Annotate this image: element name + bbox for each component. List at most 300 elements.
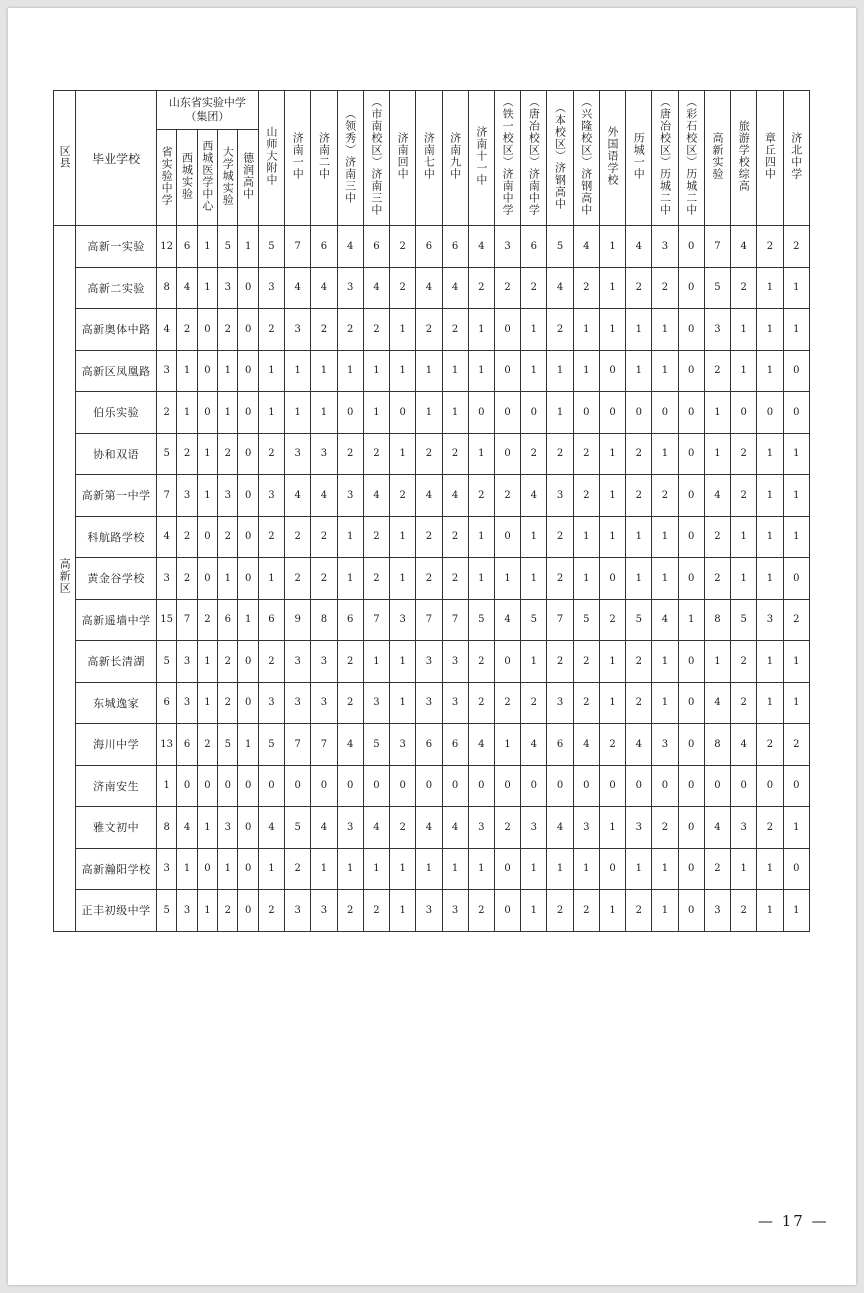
quota-cell: 0 bbox=[704, 765, 730, 807]
quota-cell: 0 bbox=[197, 765, 217, 807]
quota-cell: 1 bbox=[757, 682, 783, 724]
quota-cell: 0 bbox=[363, 765, 389, 807]
quota-cell: 1 bbox=[363, 350, 389, 392]
quota-cell: 2 bbox=[442, 433, 468, 475]
quota-cell: 1 bbox=[390, 848, 416, 890]
table-row bbox=[54, 848, 810, 890]
table-row bbox=[54, 516, 810, 558]
quota-cell: 6 bbox=[442, 724, 468, 766]
quota-cell: 3 bbox=[311, 682, 337, 724]
quota-cell: 1 bbox=[599, 433, 625, 475]
quota-cell: 1 bbox=[599, 226, 625, 268]
school-name: 正丰初级中学 bbox=[76, 890, 157, 932]
column-header-label: 高新实验 bbox=[710, 132, 724, 180]
quota-cell: 4 bbox=[547, 267, 573, 309]
quota-cell: 0 bbox=[599, 848, 625, 890]
quota-cell: 2 bbox=[573, 433, 599, 475]
quota-cell: 1 bbox=[238, 226, 258, 268]
quota-cell: 0 bbox=[599, 558, 625, 600]
quota-cell: 0 bbox=[521, 392, 547, 434]
table-row bbox=[54, 558, 810, 600]
quota-cell: 2 bbox=[652, 267, 678, 309]
quota-cell: 6 bbox=[258, 599, 284, 641]
quota-cell: 2 bbox=[311, 309, 337, 351]
quota-cell: 2 bbox=[218, 309, 238, 351]
quota-cell: 2 bbox=[218, 516, 238, 558]
quota-cell: 2 bbox=[337, 682, 363, 724]
quota-cell: 2 bbox=[177, 558, 197, 600]
quota-cell: 1 bbox=[177, 848, 197, 890]
quota-cell: 0 bbox=[678, 558, 704, 600]
quota-cell: 1 bbox=[704, 641, 730, 683]
school-name: 黄金谷学校 bbox=[76, 558, 157, 600]
quota-cell: 3 bbox=[416, 641, 442, 683]
quota-cell: 1 bbox=[783, 807, 809, 849]
quota-cell: 4 bbox=[285, 267, 311, 309]
quota-cell: 5 bbox=[285, 807, 311, 849]
quota-cell: 1 bbox=[197, 475, 217, 517]
quota-cell: 0 bbox=[573, 392, 599, 434]
quota-cell: 2 bbox=[573, 682, 599, 724]
column-header-10 bbox=[363, 91, 389, 226]
column-header-18 bbox=[573, 91, 599, 226]
column-header-6 bbox=[258, 91, 284, 226]
quota-cell: 0 bbox=[678, 724, 704, 766]
column-header-25 bbox=[757, 91, 783, 226]
quota-cell: 0 bbox=[285, 765, 311, 807]
quota-cell: 3 bbox=[468, 807, 494, 849]
quota-cell: 0 bbox=[238, 392, 258, 434]
quota-cell: 2 bbox=[177, 309, 197, 351]
quota-cell: 1 bbox=[547, 392, 573, 434]
column-header-label: 历城一中 bbox=[632, 132, 646, 180]
quota-cell: 6 bbox=[416, 226, 442, 268]
quota-cell: 4 bbox=[626, 226, 652, 268]
quota-cell: 0 bbox=[678, 516, 704, 558]
quota-cell: 4 bbox=[311, 267, 337, 309]
column-header-label: 章丘四中 bbox=[763, 132, 777, 180]
quota-cell: 2 bbox=[468, 267, 494, 309]
quota-cell: 2 bbox=[783, 599, 809, 641]
column-header-label: 济南七中 bbox=[422, 132, 436, 180]
quota-cell: 1 bbox=[363, 641, 389, 683]
column-header-label: 外国语学校 bbox=[606, 126, 620, 186]
school-name: 高新瀚阳学校 bbox=[76, 848, 157, 890]
column-header-label: （彩石校区）历城二中 bbox=[684, 96, 698, 216]
quota-cell: 4 bbox=[704, 475, 730, 517]
quota-cell: 1 bbox=[704, 433, 730, 475]
quota-cell: 0 bbox=[678, 682, 704, 724]
quota-cell: 2 bbox=[258, 641, 284, 683]
table-row bbox=[54, 765, 810, 807]
quota-cell: 1 bbox=[521, 890, 547, 932]
quota-cell: 0 bbox=[238, 682, 258, 724]
quota-cell: 1 bbox=[258, 848, 284, 890]
quota-cell: 2 bbox=[218, 682, 238, 724]
group-column-header-1 bbox=[156, 130, 176, 226]
quota-cell: 1 bbox=[218, 848, 238, 890]
school-name: 高新遥墙中学 bbox=[76, 599, 157, 641]
quota-cell: 0 bbox=[547, 765, 573, 807]
column-header-23 bbox=[704, 91, 730, 226]
quota-cell: 2 bbox=[258, 890, 284, 932]
quota-cell: 3 bbox=[285, 309, 311, 351]
quota-cell: 4 bbox=[521, 724, 547, 766]
quota-cell: 3 bbox=[416, 682, 442, 724]
quota-cell: 4 bbox=[363, 807, 389, 849]
quota-cell: 1 bbox=[390, 433, 416, 475]
quota-cell: 2 bbox=[626, 475, 652, 517]
quota-cell: 1 bbox=[626, 558, 652, 600]
quota-cell: 1 bbox=[416, 392, 442, 434]
quota-cell: 1 bbox=[468, 558, 494, 600]
quota-cell: 0 bbox=[599, 350, 625, 392]
group-column-header-3 bbox=[197, 130, 217, 226]
quota-cell: 1 bbox=[783, 890, 809, 932]
quota-cell: 0 bbox=[197, 848, 217, 890]
quota-cell: 1 bbox=[390, 641, 416, 683]
quota-cell: 1 bbox=[599, 475, 625, 517]
quota-cell: 6 bbox=[521, 226, 547, 268]
quota-cell: 1 bbox=[468, 433, 494, 475]
quota-cell: 0 bbox=[678, 392, 704, 434]
quota-cell: 3 bbox=[311, 890, 337, 932]
quota-cell: 1 bbox=[337, 350, 363, 392]
quota-cell: 2 bbox=[652, 475, 678, 517]
table-row bbox=[54, 890, 810, 932]
column-header-label: 山师大附中 bbox=[264, 126, 278, 186]
quota-cell: 0 bbox=[494, 350, 520, 392]
table-row bbox=[54, 641, 810, 683]
quota-cell: 3 bbox=[626, 807, 652, 849]
quota-cell: 5 bbox=[573, 599, 599, 641]
quota-cell: 3 bbox=[442, 890, 468, 932]
quota-cell: 2 bbox=[311, 558, 337, 600]
quota-cell: 2 bbox=[626, 641, 652, 683]
header-row-top bbox=[54, 91, 810, 130]
quota-cell: 2 bbox=[494, 807, 520, 849]
quota-cell: 0 bbox=[494, 309, 520, 351]
quota-cell: 2 bbox=[573, 475, 599, 517]
school-name: 高新一实验 bbox=[76, 226, 157, 268]
quota-cell: 2 bbox=[218, 433, 238, 475]
quota-cell: 1 bbox=[311, 350, 337, 392]
quota-cell: 0 bbox=[238, 765, 258, 807]
quota-cell: 5 bbox=[156, 641, 176, 683]
quota-cell: 0 bbox=[177, 765, 197, 807]
quota-cell: 9 bbox=[285, 599, 311, 641]
quota-cell: 8 bbox=[156, 807, 176, 849]
quota-cell: 4 bbox=[521, 475, 547, 517]
quota-cell: 0 bbox=[678, 350, 704, 392]
quota-cell: 0 bbox=[783, 350, 809, 392]
quota-cell: 0 bbox=[678, 475, 704, 517]
quota-cell: 2 bbox=[337, 309, 363, 351]
quota-cell: 2 bbox=[626, 890, 652, 932]
quota-cell: 1 bbox=[337, 848, 363, 890]
quota-cell: 0 bbox=[238, 641, 258, 683]
quota-cell: 0 bbox=[197, 309, 217, 351]
school-name: 高新二实验 bbox=[76, 267, 157, 309]
quota-cell: 1 bbox=[442, 848, 468, 890]
quota-cell: 0 bbox=[238, 309, 258, 351]
quota-cell: 4 bbox=[363, 267, 389, 309]
quota-cell: 2 bbox=[442, 516, 468, 558]
quota-cell: 2 bbox=[416, 558, 442, 600]
document-page bbox=[8, 8, 856, 1285]
quota-cell: 0 bbox=[197, 350, 217, 392]
quota-cell: 1 bbox=[626, 350, 652, 392]
quota-cell: 3 bbox=[390, 599, 416, 641]
quota-cell: 1 bbox=[757, 890, 783, 932]
quota-cell: 4 bbox=[363, 475, 389, 517]
quota-cell: 6 bbox=[156, 682, 176, 724]
quota-cell: 2 bbox=[731, 682, 757, 724]
column-header-label: （领秀）济南三中 bbox=[343, 108, 357, 204]
quota-cell: 3 bbox=[390, 724, 416, 766]
quota-cell: 2 bbox=[757, 807, 783, 849]
quota-cell: 0 bbox=[238, 807, 258, 849]
quota-cell: 8 bbox=[311, 599, 337, 641]
column-header-label: （唐冶校区）历城二中 bbox=[658, 96, 672, 216]
quota-cell: 2 bbox=[218, 890, 238, 932]
table-row bbox=[54, 599, 810, 641]
quota-cell: 2 bbox=[731, 267, 757, 309]
quota-cell: 4 bbox=[652, 599, 678, 641]
column-header-label: 济南二中 bbox=[317, 132, 331, 180]
quota-cell: 3 bbox=[416, 890, 442, 932]
column-header-22 bbox=[678, 91, 704, 226]
column-header-21 bbox=[652, 91, 678, 226]
quota-cell: 3 bbox=[442, 682, 468, 724]
quota-cell: 1 bbox=[258, 392, 284, 434]
quota-cell: 5 bbox=[258, 724, 284, 766]
quota-cell: 1 bbox=[757, 350, 783, 392]
quota-cell: 2 bbox=[468, 682, 494, 724]
quota-cell: 2 bbox=[390, 807, 416, 849]
quota-cell: 4 bbox=[731, 226, 757, 268]
quota-cell: 1 bbox=[197, 890, 217, 932]
quota-cell: 1 bbox=[442, 392, 468, 434]
quota-cell: 0 bbox=[494, 641, 520, 683]
quota-cell: 2 bbox=[390, 267, 416, 309]
quota-cell: 2 bbox=[416, 309, 442, 351]
quota-cell: 1 bbox=[783, 516, 809, 558]
quota-cell: 5 bbox=[468, 599, 494, 641]
quota-cell: 2 bbox=[442, 309, 468, 351]
column-header-label: （铁一校区）济南中学 bbox=[501, 96, 515, 216]
quota-cell: 3 bbox=[258, 475, 284, 517]
quota-cell: 2 bbox=[573, 890, 599, 932]
quota-cell: 4 bbox=[258, 807, 284, 849]
quota-cell: 3 bbox=[285, 682, 311, 724]
quota-cell: 1 bbox=[783, 433, 809, 475]
quota-cell: 2 bbox=[337, 890, 363, 932]
quota-cell: 5 bbox=[626, 599, 652, 641]
column-header-label: 济南一中 bbox=[291, 132, 305, 180]
quota-cell: 1 bbox=[337, 516, 363, 558]
quota-cell: 2 bbox=[337, 433, 363, 475]
quota-cell: 1 bbox=[573, 516, 599, 558]
column-header-label: （市南校区）济南三中 bbox=[369, 96, 383, 216]
quota-cell: 5 bbox=[156, 890, 176, 932]
column-header-17 bbox=[547, 91, 573, 226]
quota-cell: 1 bbox=[731, 558, 757, 600]
quota-cell: 2 bbox=[757, 724, 783, 766]
quota-cell: 7 bbox=[363, 599, 389, 641]
quota-cell: 7 bbox=[416, 599, 442, 641]
quota-cell: 12 bbox=[156, 226, 176, 268]
quota-cell: 1 bbox=[573, 309, 599, 351]
quota-cell: 3 bbox=[337, 475, 363, 517]
quota-cell: 6 bbox=[311, 226, 337, 268]
group-column-header-label: 大学城实验 bbox=[221, 145, 235, 206]
quota-cell: 0 bbox=[337, 392, 363, 434]
quota-cell: 0 bbox=[678, 226, 704, 268]
column-header-label: （唐冶校区）济南中学 bbox=[527, 96, 541, 216]
quota-cell: 1 bbox=[442, 350, 468, 392]
quota-cell: 4 bbox=[177, 267, 197, 309]
quota-cell: 0 bbox=[678, 309, 704, 351]
table-row bbox=[54, 226, 810, 268]
quota-cell: 1 bbox=[311, 392, 337, 434]
quota-cell: 3 bbox=[258, 682, 284, 724]
quota-cell: 1 bbox=[311, 848, 337, 890]
quota-cell: 2 bbox=[731, 433, 757, 475]
quota-cell: 2 bbox=[363, 433, 389, 475]
column-header-14 bbox=[468, 91, 494, 226]
quota-cell: 4 bbox=[468, 226, 494, 268]
quota-cell: 4 bbox=[704, 807, 730, 849]
quota-cell: 6 bbox=[416, 724, 442, 766]
quota-cell: 4 bbox=[442, 267, 468, 309]
quota-cell: 1 bbox=[197, 641, 217, 683]
quota-cell: 4 bbox=[573, 226, 599, 268]
quota-cell: 0 bbox=[599, 392, 625, 434]
quota-cell: 3 bbox=[363, 682, 389, 724]
quota-cell: 1 bbox=[390, 558, 416, 600]
quota-cell: 1 bbox=[652, 558, 678, 600]
quota-cell: 1 bbox=[494, 558, 520, 600]
quota-cell: 5 bbox=[258, 226, 284, 268]
quota-cell: 5 bbox=[731, 599, 757, 641]
quota-cell: 4 bbox=[731, 724, 757, 766]
quota-cell: 5 bbox=[218, 226, 238, 268]
quota-cell: 0 bbox=[494, 890, 520, 932]
quota-cell: 2 bbox=[704, 350, 730, 392]
quota-cell: 0 bbox=[731, 392, 757, 434]
district-header-label: 区县 bbox=[58, 144, 72, 169]
quota-cell: 1 bbox=[757, 309, 783, 351]
quota-cell: 1 bbox=[521, 350, 547, 392]
quota-cell: 1 bbox=[626, 309, 652, 351]
column-header-label: 济南十一中 bbox=[474, 126, 488, 186]
quota-cell: 3 bbox=[285, 890, 311, 932]
quota-cell: 1 bbox=[197, 682, 217, 724]
quota-cell: 1 bbox=[652, 433, 678, 475]
quota-cell: 1 bbox=[197, 433, 217, 475]
quota-cell: 2 bbox=[704, 516, 730, 558]
quota-cell: 7 bbox=[285, 724, 311, 766]
quota-cell: 2 bbox=[494, 475, 520, 517]
quota-cell: 1 bbox=[468, 309, 494, 351]
quota-cell: 1 bbox=[468, 848, 494, 890]
quota-cell: 2 bbox=[177, 433, 197, 475]
quota-cell: 1 bbox=[573, 558, 599, 600]
quota-cell: 1 bbox=[678, 599, 704, 641]
quota-cell: 4 bbox=[442, 475, 468, 517]
group-column-header-label: 省实验中学 bbox=[160, 145, 174, 206]
group-header: 山东省实验中学 （集团） bbox=[156, 91, 258, 130]
quota-cell: 0 bbox=[678, 848, 704, 890]
quota-cell: 2 bbox=[626, 267, 652, 309]
quota-cell: 6 bbox=[177, 724, 197, 766]
quota-cell: 7 bbox=[156, 475, 176, 517]
quota-cell: 0 bbox=[783, 765, 809, 807]
quota-cell: 2 bbox=[599, 724, 625, 766]
quota-cell: 8 bbox=[704, 724, 730, 766]
quota-cell: 2 bbox=[363, 516, 389, 558]
quota-cell: 3 bbox=[494, 226, 520, 268]
quota-cell: 3 bbox=[218, 267, 238, 309]
quota-cell: 2 bbox=[416, 433, 442, 475]
quota-cell: 4 bbox=[337, 226, 363, 268]
column-header-label: （兴隆校区）济钢高中 bbox=[579, 96, 593, 216]
quota-cell: 0 bbox=[494, 765, 520, 807]
quota-cell: 0 bbox=[678, 765, 704, 807]
quota-cell: 3 bbox=[521, 807, 547, 849]
quota-cell: 1 bbox=[197, 226, 217, 268]
quota-cell: 1 bbox=[521, 848, 547, 890]
quota-cell: 1 bbox=[547, 848, 573, 890]
quota-cell: 0 bbox=[731, 765, 757, 807]
quota-cell: 0 bbox=[783, 392, 809, 434]
quota-cell: 0 bbox=[238, 516, 258, 558]
quota-cell: 0 bbox=[783, 558, 809, 600]
quota-cell: 4 bbox=[626, 724, 652, 766]
quota-cell: 1 bbox=[626, 848, 652, 890]
quota-cell: 7 bbox=[547, 599, 573, 641]
quota-cell: 1 bbox=[494, 724, 520, 766]
quota-cell: 0 bbox=[757, 392, 783, 434]
quota-cell: 4 bbox=[442, 807, 468, 849]
quota-cell: 2 bbox=[494, 682, 520, 724]
column-header-11 bbox=[390, 91, 416, 226]
quota-cell: 1 bbox=[783, 267, 809, 309]
quota-cell: 0 bbox=[652, 765, 678, 807]
quota-cell: 1 bbox=[521, 516, 547, 558]
quota-cell: 1 bbox=[468, 350, 494, 392]
quota-cell: 3 bbox=[311, 641, 337, 683]
school-header: 毕业学校 bbox=[76, 91, 157, 226]
quota-cell: 2 bbox=[311, 516, 337, 558]
quota-cell: 2 bbox=[731, 475, 757, 517]
quota-cell: 5 bbox=[156, 433, 176, 475]
quota-cell: 3 bbox=[652, 226, 678, 268]
quota-cell: 2 bbox=[218, 641, 238, 683]
quota-cell: 3 bbox=[337, 267, 363, 309]
quota-cell: 2 bbox=[416, 516, 442, 558]
school-name: 高新奥体中路 bbox=[76, 309, 157, 351]
quota-cell: 0 bbox=[442, 765, 468, 807]
quota-cell: 7 bbox=[704, 226, 730, 268]
quota-cell: 3 bbox=[757, 599, 783, 641]
quota-cell: 4 bbox=[156, 309, 176, 351]
quota-cell: 3 bbox=[218, 475, 238, 517]
quota-cell: 2 bbox=[731, 890, 757, 932]
quota-cell: 2 bbox=[626, 433, 652, 475]
group-column-header-2 bbox=[177, 130, 197, 226]
